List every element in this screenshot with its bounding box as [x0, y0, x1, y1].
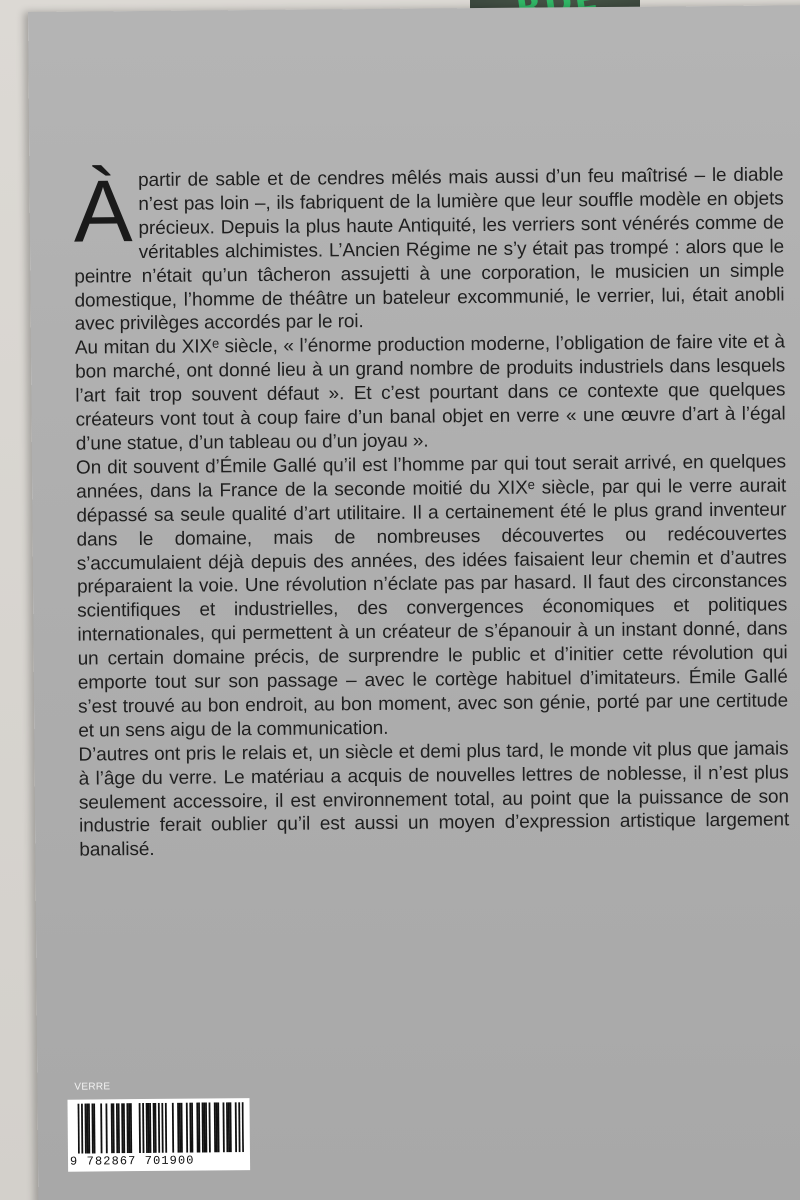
barcode-bar: [172, 1103, 174, 1153]
barcode-bar: [235, 1102, 237, 1152]
barcode-bar: [238, 1102, 240, 1152]
blurb-text: [73, 163, 789, 862]
barcode-bar: [81, 1104, 83, 1154]
isbn-barcode: [67, 1098, 250, 1172]
barcode-bar: [105, 1103, 107, 1153]
barcode-bar: [165, 1103, 167, 1153]
barcode-bar: [78, 1104, 80, 1154]
barcode-bar: [186, 1103, 188, 1153]
barcode-bars: [78, 1102, 244, 1153]
isbn-digits: 9 782867 701900: [69, 1153, 195, 1169]
paragraph-2: Au mitan du XIXᵉ siècle, « l’énorme production moderne, l’obligation de faire vite et à bon marché, ont donné lieu à un grand nombre de produits industriels dans lesquels l’art fait trop souvent défaut ». Et c’est pourtant dans ce contexte que quelques créateurs vont tout à coup faire d’un banal objet en verre « une œuvre d’art à l’égal d’une statue, d’un tableau ou d’un joyau ».: [74, 331, 786, 455]
barcode-bar: [161, 1103, 163, 1153]
barcode-bar: [209, 1102, 211, 1152]
book-back-cover: [28, 5, 800, 1200]
barcode-bar: [139, 1103, 141, 1153]
barcode-bar: [142, 1103, 144, 1153]
drop-cap: À: [73, 161, 133, 261]
barcode-bar: [223, 1102, 225, 1152]
barcode-bar: [242, 1102, 244, 1152]
category-label: VERRE: [74, 1081, 111, 1093]
paragraph-3: On dit souvent d’Émile Gallé qu’il est l’homme par qui tout serait arrivé, en quelques années, dans la France de la seconde moitié du XIXᵉ siècle, par qui le verre aurait dépassé sa seule qualité d’art utilitaire. Il a certainement été le plus grand inventeur dans le domaine, mais de nombreuses découvertes ou redécouvertes s’accumulaient déjà depuis des années, des idées faisaient leur chemin et d’autres préparaient la voie. Une révolution n’éclate pas par hasard. Il faut des circonstances scientifiques et industrielles, des convergences économiques et politiques internationales, qui permettent à un créateur de s’épanouir à un instant donné, dans un certain domaine précis, de surprendre le public et d’initier cette révolution qui emporte tout sur son passage – avec le cortège habituel d’imitateurs. Émile Gallé s’est trouvé au bon endroit, au bon moment, avec son génie, porté par une certitude et un sens aigu de la communication.: [75, 451, 789, 742]
barcode-bar: [100, 1103, 102, 1153]
barcode-bar: [158, 1103, 160, 1153]
paragraph-1: [73, 163, 784, 337]
paragraph-1-text: partir de sable et de cendres mêlés mais aussi d’un feu maîtrisé – le diable n’est pas loin –, ils fabriquent de la lumière que leur souffle modèle en objets précieux. Depuis la plus haute Antiquité, les verriers sont vénérés comme de véritables alchimistes. L’Ancien Régime ne s’y était pas trompé : alors que le peintre n’était qu’un tâcheron assujetti à une corporation, le musicien un simple domestique, l’homme de théâtre un bateleur excommunié, le verrier, lui, était anobli avec privilèges accordés par le roi.: [74, 164, 785, 336]
paragraph-4: D’autres ont pris le relais et, un siècle et demi plus tard, le monde vit plus que jamais à l’âge du verre. Le matériau a acquis de nouvelles lettres de noblesse, il n’est plus seulement accessoire, il est environnement total, au point que la puissance de son industrie ferait oublier qu’il est aussi un moyen d’expression artistique largement banalisé.: [78, 738, 790, 861]
